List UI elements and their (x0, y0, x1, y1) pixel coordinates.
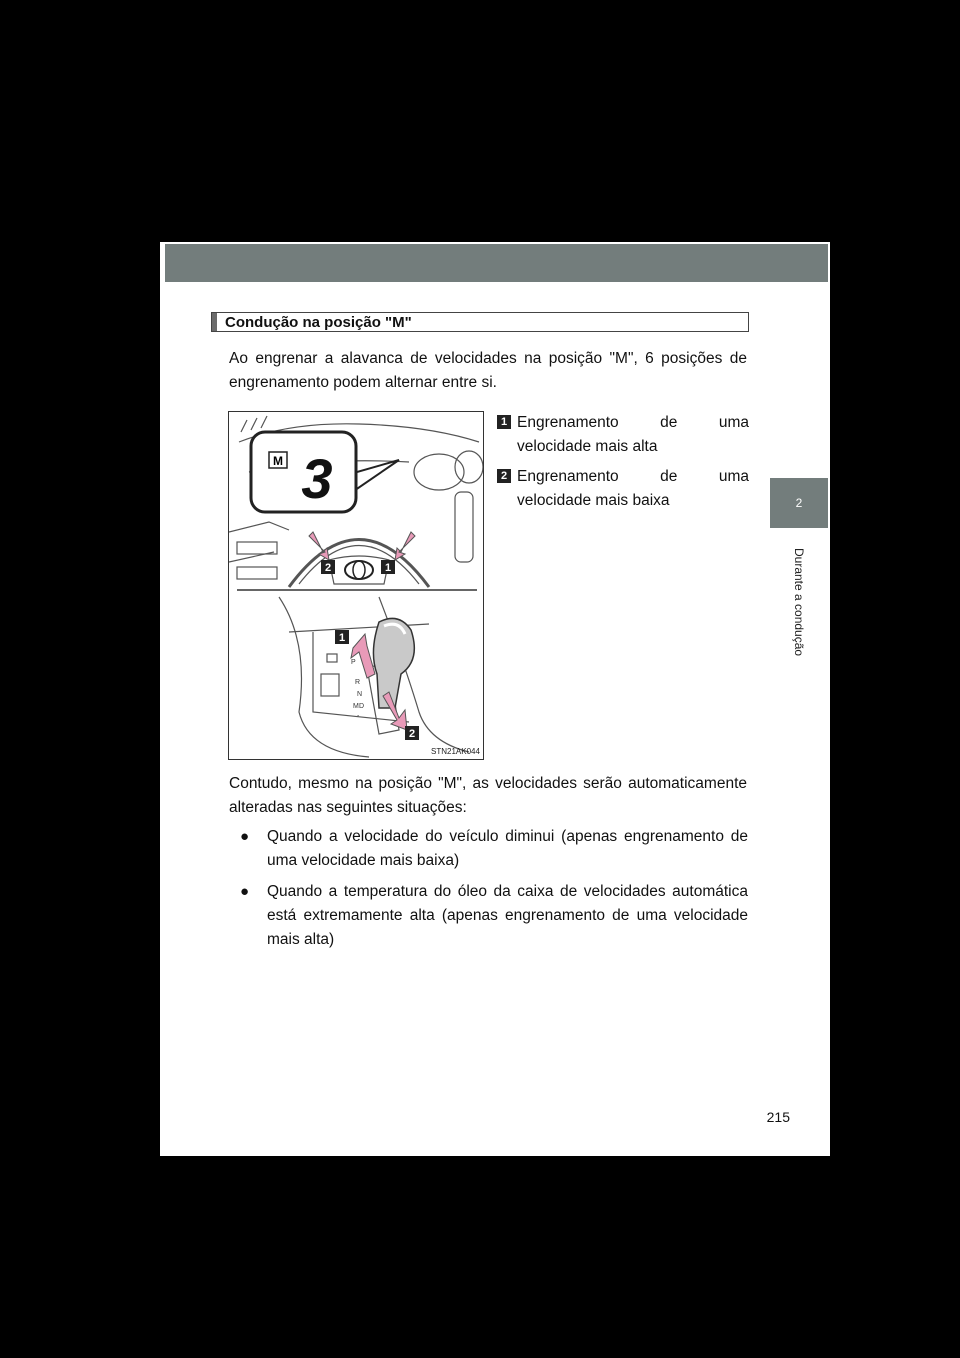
shift-arrow-up (351, 634, 375, 678)
chapter-number: 2 (770, 478, 828, 528)
gear-shift-illustration (229, 412, 484, 760)
shift-label-m: M (353, 703, 359, 710)
bullet-item (240, 880, 748, 952)
display-mode: M (273, 454, 283, 468)
chapter-title: Durante a condução (792, 548, 806, 657)
bullet-text: Quando a velocidade do veículo diminui (apenas engrenamento de uma velocidade mais baixa) (267, 828, 748, 869)
bullet-text: Quando a temperatura do óleo da caixa de velocidades automática está extremamente alta (apenas engrenamento de uma velocidade mais alta) (267, 883, 748, 948)
intro-paragraph: Ao engrenar a alavanca de velocidades na posição "M", 6 posições de engrenamento podem alternar entre si. (229, 350, 747, 391)
legend-item (497, 465, 749, 513)
chapter-tab (770, 282, 828, 1156)
figure-code: STN21AK044 (431, 747, 480, 756)
header-band (165, 244, 828, 282)
legend-number: 2 (497, 469, 511, 483)
shift-lever (373, 618, 414, 708)
shift-label-minus: - (357, 713, 360, 720)
shift-label-p: P (351, 659, 356, 666)
shift-label-d: D (359, 703, 365, 710)
bullet-dot-icon: ● (240, 828, 250, 845)
shift-label-n: N (357, 691, 363, 698)
section-heading (211, 312, 749, 332)
callout-2-lower: 2 (408, 728, 416, 740)
legend-item (497, 411, 749, 459)
paddle-arrow-right (395, 532, 415, 560)
toyota-logo (345, 561, 373, 579)
section-title: Condução na posição "M" (225, 314, 412, 331)
callout-1-upper: 1 (384, 562, 392, 574)
gear-shift-figure (228, 411, 484, 760)
legend-number: 1 (497, 415, 511, 429)
callout-1-lower: 1 (338, 632, 346, 644)
section-heading-bar (212, 313, 217, 331)
legend-text: Engrenamento de uma velocidade mais baixa (517, 468, 749, 509)
display-gear: 3 (301, 447, 333, 510)
legend-text: Engrenamento de uma velocidade mais alta (517, 414, 749, 455)
body-paragraph: Contudo, mesmo na posição "M", as velocidades serão automaticamente alteradas nas seguintes situações: (229, 775, 747, 816)
bullet-dot-icon: ● (240, 883, 250, 900)
shift-label-r: R (355, 679, 361, 686)
page-number: 215 (766, 1109, 790, 1125)
bullet-item (240, 825, 748, 873)
figure-legend (497, 411, 749, 513)
callout-2-upper: 2 (324, 562, 332, 574)
